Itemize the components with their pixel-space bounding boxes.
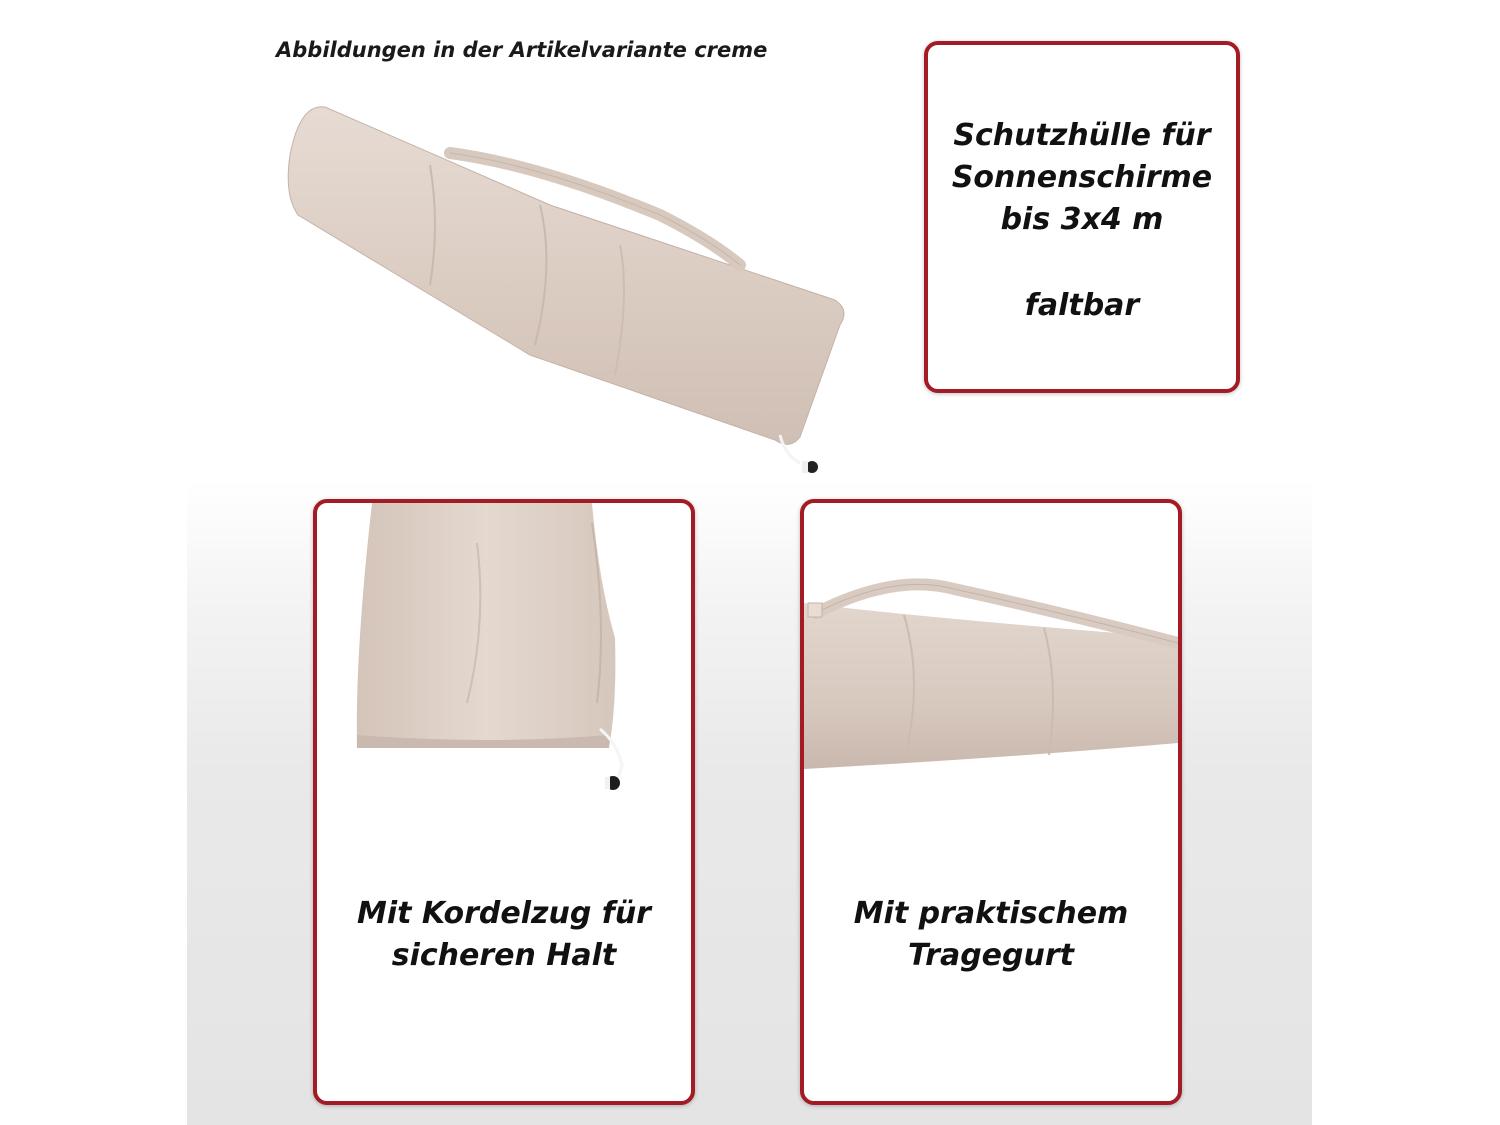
umbrella-cover-image (280, 95, 860, 485)
feature-text-line: Mit Kordelzug für (357, 896, 651, 931)
drawstring-detail-image (317, 503, 691, 823)
feature-card-carrying-strap (800, 499, 1182, 1105)
feature-text-line: Sonnenschirme (951, 160, 1213, 195)
feature-text-line: sicheren Halt (391, 938, 617, 973)
feature-card-drawstring (313, 499, 695, 1105)
carrying-strap-detail-image (804, 503, 1178, 823)
feature-text-line: Schutzhülle für (953, 118, 1211, 153)
feature-text-line: Tragegurt (908, 938, 1074, 973)
feature-text-line: faltbar (1024, 288, 1140, 323)
feature-card-cover-size (924, 41, 1240, 393)
image-caption: Abbildungen in der Artikelvariante creme (276, 38, 768, 62)
feature-text-line: Mit praktischem (853, 896, 1129, 931)
feature-text-line: bis 3x4 m (1000, 202, 1164, 237)
